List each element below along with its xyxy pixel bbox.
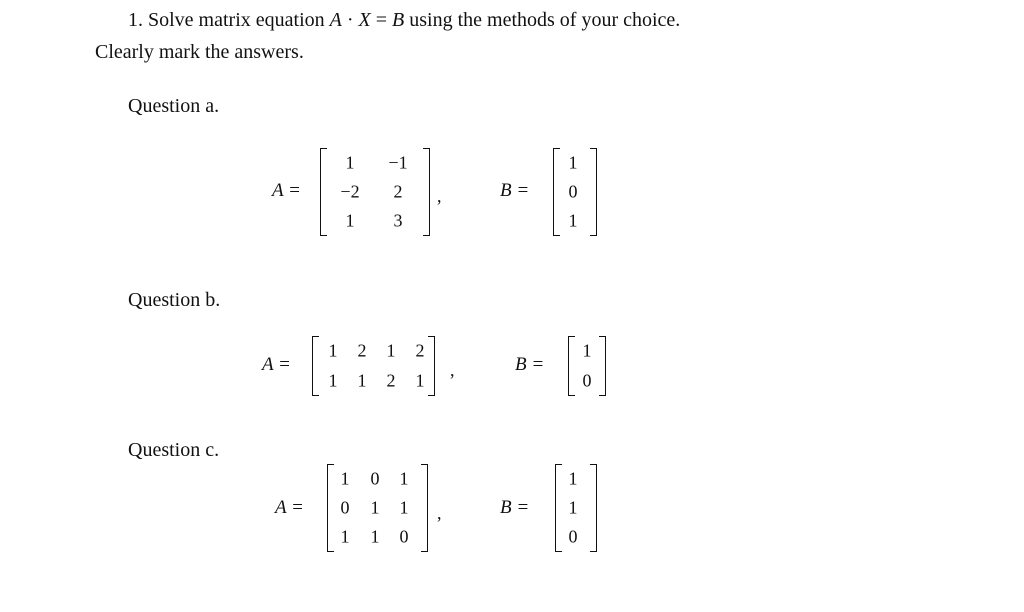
matrix-entry: 1 <box>357 370 367 391</box>
var-b: B <box>392 9 405 31</box>
matrix-entry: 1 <box>568 152 578 173</box>
matrix-b-label: B = <box>500 497 530 518</box>
matrix-entry: 0 <box>568 526 578 547</box>
right-bracket <box>599 336 606 396</box>
matrix-entry: 1 <box>345 210 355 231</box>
right-bracket <box>421 464 428 552</box>
var-x: X <box>358 9 371 31</box>
matrix-entry: 1 <box>340 526 350 547</box>
matrix-entry: 0 <box>340 497 350 518</box>
left-bracket <box>320 148 327 236</box>
matrix-entry: 1 <box>582 340 592 361</box>
left-bracket <box>553 148 560 236</box>
matrix-a <box>320 148 430 236</box>
matrix-entry: 1 <box>568 210 578 231</box>
statement-text-end: using the methods of your choice. <box>404 9 681 31</box>
matrix-entry: 1 <box>345 152 355 173</box>
left-bracket <box>568 336 575 396</box>
instruction: Clearly mark the answers. <box>95 41 304 63</box>
matrix-entry: 0 <box>399 526 409 547</box>
matrix-a-label: A = <box>262 354 291 375</box>
problem-statement <box>128 9 680 32</box>
matrix-a <box>312 336 435 396</box>
right-bracket <box>590 148 597 236</box>
left-bracket <box>555 464 562 552</box>
matrix-entry: 1 <box>328 340 338 361</box>
right-bracket <box>590 464 597 552</box>
matrix-entry: 1 <box>328 370 338 391</box>
matrix-entry: 3 <box>393 210 403 231</box>
matrix-entry: 2 <box>415 340 425 361</box>
matrix-a-label: A = <box>272 180 301 201</box>
right-bracket <box>423 148 430 236</box>
matrix-entry: 2 <box>386 370 396 391</box>
matrix-a-label: A = <box>275 497 304 518</box>
question-a-label: Question a. <box>128 95 220 117</box>
matrix-entry: 1 <box>568 468 578 489</box>
matrix-a <box>327 464 428 552</box>
matrix-entry: 1 <box>370 526 380 547</box>
comma: , <box>437 503 442 523</box>
matrix-b <box>568 336 606 396</box>
matrix-entry: 1 <box>399 468 409 489</box>
matrix-entry: 2 <box>357 340 367 361</box>
left-bracket <box>327 464 334 552</box>
right-bracket <box>428 336 435 396</box>
matrix-entry: 2 <box>393 181 403 202</box>
var-a: A <box>329 9 342 31</box>
matrix-entry: −1 <box>388 152 408 173</box>
dot-operator: · <box>341 9 359 31</box>
matrix-entry: 0 <box>370 468 380 489</box>
matrix-entry: 0 <box>568 181 578 202</box>
matrix-entry: 1 <box>415 370 425 391</box>
matrix-entry: 1 <box>568 497 578 518</box>
matrix-b-label: B = <box>515 354 545 375</box>
equals: = <box>370 9 393 31</box>
matrix-entry: 1 <box>399 497 409 518</box>
matrix-b <box>553 148 597 236</box>
question-b-label: Question b. <box>128 289 221 311</box>
comma: , <box>450 360 455 380</box>
left-bracket <box>312 336 319 396</box>
matrix-entry: −2 <box>340 181 360 202</box>
matrix-entry: 1 <box>340 468 350 489</box>
comma: , <box>437 186 442 206</box>
statement-text: 1. Solve matrix equation <box>128 9 330 31</box>
matrix-entry: 1 <box>370 497 380 518</box>
matrix-b-label: B = <box>500 180 530 201</box>
matrix-entry: 0 <box>582 370 592 391</box>
matrix-entry: 1 <box>386 340 396 361</box>
question-c-label: Question c. <box>128 439 220 461</box>
matrix-b <box>555 464 597 552</box>
